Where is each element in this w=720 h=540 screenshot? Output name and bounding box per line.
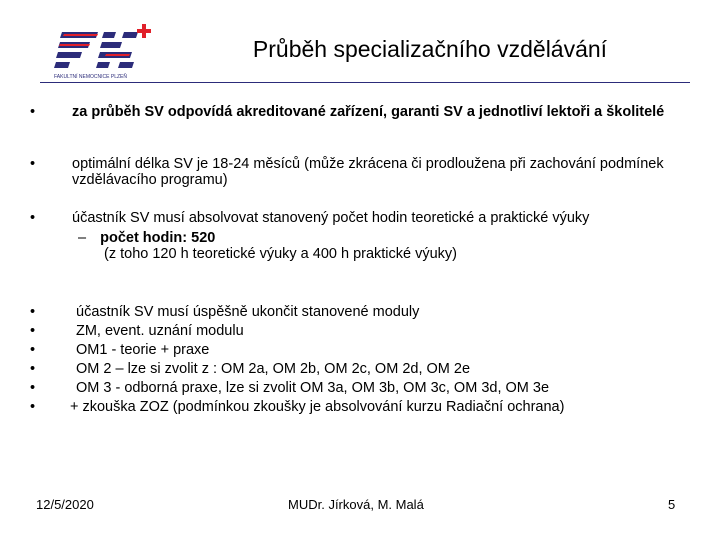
- module-text: OM1 - teorie + praxe: [76, 342, 210, 358]
- bullet-marker: •: [30, 104, 36, 120]
- bullet-marker: •: [30, 156, 36, 172]
- bullet-marker: •: [30, 210, 36, 226]
- sub-dash: –: [78, 230, 87, 246]
- bullet-marker: •: [30, 342, 36, 358]
- page-number: 5: [668, 497, 676, 512]
- sub-item: [78, 230, 678, 246]
- bullet-marker: •: [30, 399, 36, 415]
- footer-date: 12/5/2020: [36, 497, 94, 512]
- bullet-text: optimální délka SV je 18-24 měsíců (může zkrácena či prodloužena při zachování podmínek vzdělávacího programu): [72, 156, 664, 188]
- hours-total: počet hodin: 520: [100, 230, 216, 246]
- module-text: ZM, event. uznání modulu: [76, 323, 244, 339]
- bullet-marker: •: [30, 323, 36, 339]
- title-divider: [40, 82, 690, 83]
- slide-title: Průběh specializačního vzdělávání: [252, 36, 608, 62]
- module-text: účastník SV musí úspěšně ukončit stanovené moduly: [76, 304, 420, 320]
- bullet-marker: •: [30, 380, 36, 396]
- module-text: OM 2 – lze si zvolit z : OM 2a, OM 2b, OM 2c, OM 2d, OM 2e: [76, 361, 471, 377]
- footer-author: MUDr. Jírková, M. Malá: [288, 497, 424, 512]
- hospital-logo: [48, 22, 158, 84]
- module-text: OM 3 - odborná praxe, lze si zvolit OM 3a, OM 3b, OM 3c, OM 3d, OM 3e: [76, 380, 550, 396]
- bullet-marker: •: [30, 361, 36, 377]
- bullet-marker: •: [30, 304, 36, 320]
- svg-text:FAKULTNÍ NEMOCNICE PLZEŇ: FAKULTNÍ NEMOCNICE PLZEŇ: [54, 74, 127, 80]
- hours-breakdown: (z toho 120 h teoretické výuky a 400 h praktické výuky): [104, 246, 458, 262]
- module-text: + zkouška ZOZ (podmínkou zkoušky je absolvování kurzu Radiační ochrana): [70, 399, 565, 415]
- plus-icon: [137, 24, 151, 38]
- fn-logo-icon: [48, 22, 158, 84]
- bullet-text: účastník SV musí absolvovat stanovený počet hodin teoretické a praktické výuky: [72, 210, 590, 226]
- bullet-text: za průběh SV odpovídá akreditované zařízení, garanti SV a jednotliví lektoři a školitelé: [72, 104, 665, 120]
